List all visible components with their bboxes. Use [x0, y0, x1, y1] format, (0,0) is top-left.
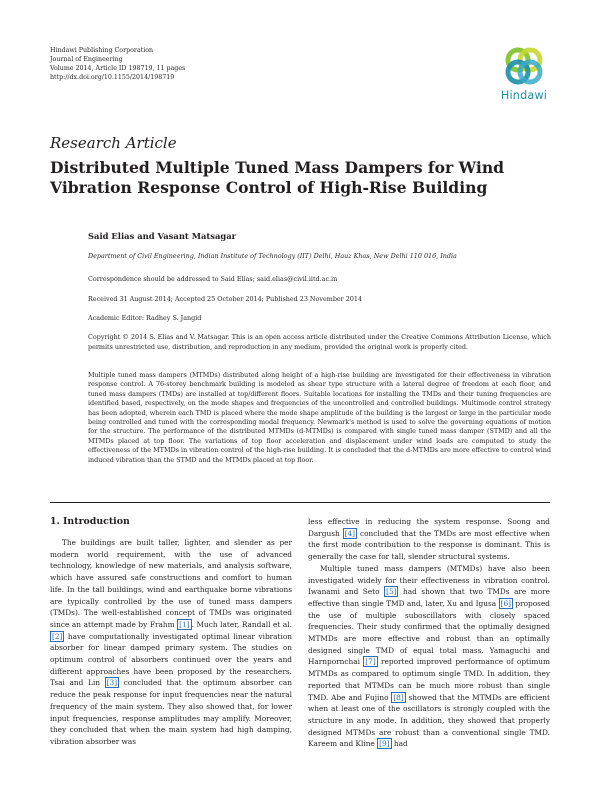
volume-info: Volume 2014, Article ID 198719, 11 pages [50, 64, 186, 72]
copyright-notice: Copyright © 2014 S. Elias and V. Matsagar. This is an open access article distributed under the Creative Commons Attribution License, which permits unrestricted use, distribution, and reproduction in any medium, provided the original work is properly cited. [88, 333, 551, 351]
text-run: concluded that the optimum absorber can reduce the peak response for input frequencies near the natural frequency of the main system. They also showed that, for lower input frequencies, response amplitudes may amplify. Moreover, they concluded that when the main system had high damping, vibration absorber was [50, 678, 292, 746]
citation-link[interactable]: [4] [344, 528, 356, 538]
academic-editor: Academic Editor: Radhey S. Jangid [88, 314, 202, 322]
text-run: had shown that two TMDs are more effective than single TMD and, later, Xu and Igusa [308, 587, 550, 608]
citation-link[interactable]: [1] [179, 619, 190, 629]
hindawi-logo-icon [502, 44, 546, 88]
citation-link[interactable]: [9] [379, 739, 390, 749]
citation-link[interactable]: [3] [106, 678, 118, 688]
text-run: . Much later, Randall et al. [191, 619, 292, 629]
hindawi-logo-text: Hindawi [500, 89, 548, 102]
text-run: had [391, 739, 408, 749]
abstract-text: Multiple tuned mass dampers (MTMDs) distributed along height of a high-rise building are investigated for their effectiveness in vibration response control. A 76-storey benchmark building is modeled as shear type structure with a lateral degree of freedom at each floor, and tuned mass dampers (TMDs) are installed at top/different floors. Suitable locations for installing the TMDs and their tuning frequencies are identified based, respectively, on the mode shapes and frequencies of the uncontrolled and controlled buildings. Multimode control strategy has been adopted, wherein each TMD is placed where the mode shape amplitude of the building is the largest or large in the particular mode being controlled and tuned with the corresponding modal frequency. Newmark's method is used to solve the governing equations of motion for the structure. The performance of the distributed MTMDs (d-MTMDs) is compared with single tuned mass damper (STMD) and all the MTMDs placed at top floor. The variations of top floor acceleration and displacement under wind loads are computed to study the effectiveness of the MTMDs in vibration control of the high-rise building. It is concluded that the d-MTMDs are more effective to control wind induced vibration than the STMD and the MTMDs placed at top floor. [88, 371, 551, 464]
body-column-left [50, 537, 292, 748]
hindawi-logo [494, 44, 554, 106]
journal-name: Journal of Engineering [50, 55, 123, 63]
correspondence-line: Correspondence should be addressed to Said Elias; said.elias@civil.iitd.ac.in [88, 275, 338, 283]
section-divider [50, 502, 550, 503]
publisher-name: Hindawi Publishing Corporation [50, 47, 154, 54]
publication-dates: Received 31 August 2014; Accepted 25 October 2014; Published 23 November 2014 [88, 295, 363, 303]
article-type: Research Article [50, 134, 177, 152]
text-run: reported improved performance of optimum MTMDs as compared to optimum single TMD. In addition, they reported that MTMDs can be much more robust than single TMD. Abe and Fujino [308, 657, 550, 702]
citation-link[interactable]: [8] [393, 692, 404, 702]
paragraph [308, 516, 550, 563]
text-run: The buildings are built taller, lighter, and slender as per modern world requirement, with the use of advanced technology, knowledge of new materials, and analysis software, which have assured safe constructions and comfort to human life. In the tall buildings, wind and earthquake borne vibrations are typically controlled by the use of tuned mass dampers (TMDs). The well-established concept of TMDs was originated since an attempt made by Frahm [50, 538, 292, 629]
citation-link[interactable]: [7] [365, 657, 376, 667]
text-run: Multiple tuned mass dampers (MTMDs) have also been investigated widely for their effectiveness in vibration control. Iwanami and Seto [308, 563, 550, 597]
text-run: concluded that the TMDs are most effective when the first mode contribution to the response is dominant. This is generally the case for tall, slender structural systems. [308, 528, 550, 562]
paragraph [50, 537, 292, 748]
author-affiliation: Department of Civil Engineering, Indian Institute of Technology (IIT) Delhi, Hauz Khas, New Delhi 110 016, India [88, 252, 457, 260]
text-run: proposed the use of multiple suboscillators with closely spaced frequencies. Their study confirmed that the optimally designed MTMDs are more effective and robust than an optimally designed single TMD of equal total mass. Yamaguchi and Harnpornchai [308, 598, 550, 667]
text-run: have computationally investigated optimal linear vibration absorber for linear damped primary system. The studies on optimum control of absorbers continued over the years and different approaches have been proposed by the researchers. Tsai and Lin [50, 631, 292, 688]
journal-header [50, 47, 310, 83]
citation-link[interactable]: [6] [500, 598, 511, 608]
text-run: showed that the MTMDs are efficient when at least one of the oscillators is strongly coupled with the structure in any mode. In addition, they showed that properly designed MTMDs are robust than a conventional single TMD. Kareem and Kline [308, 692, 550, 749]
introduction-heading: 1. Introduction [50, 516, 130, 527]
article-title: Distributed Multiple Tuned Mass Dampers for Wind Vibration Response Control of High-Rise Building [50, 158, 505, 197]
body-column-right [308, 516, 550, 750]
paragraph [308, 563, 550, 750]
citation-link[interactable]: [5] [386, 587, 397, 597]
citation-link[interactable]: [2] [52, 631, 63, 641]
text-run: less effective in reducing the system response. Soong and Dargush [308, 517, 550, 538]
author-list: Said Elias and Vasant Matsagar [88, 231, 237, 241]
doi-link[interactable]: http://dx.doi.org/10.1155/2014/198719 [50, 73, 175, 81]
